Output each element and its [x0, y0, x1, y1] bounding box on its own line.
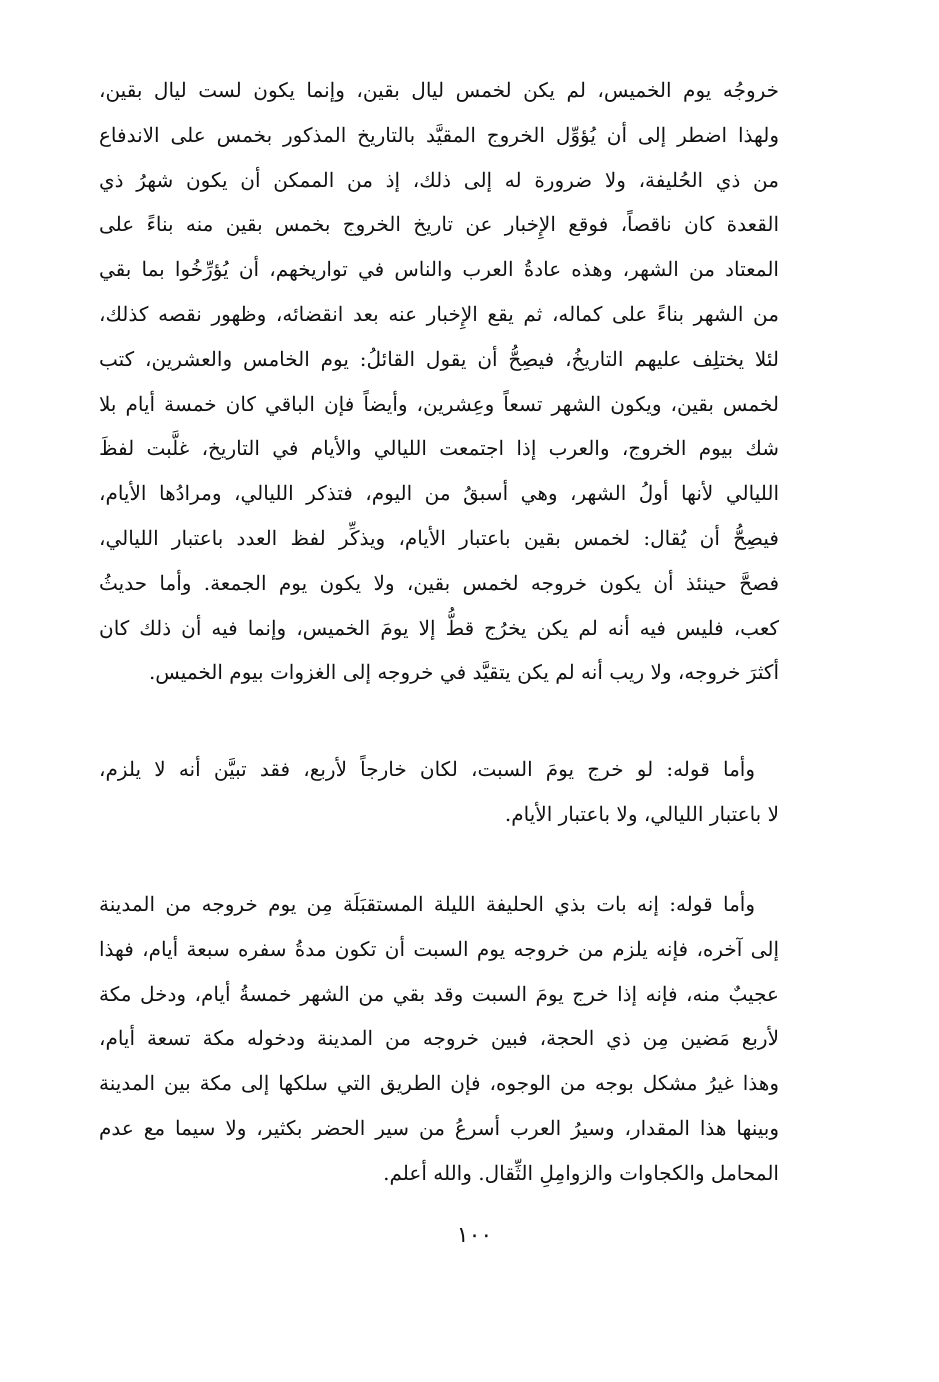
text-line: المحامل والكجاوات والزوامِلِ الثِّقال. والله أعلم.: [383, 1160, 779, 1185]
text-line: شك بيوم الخروج، والعرب إذا اجتمعت الليالي والأيام في التاريخ، غلَّبت لفظَ: [99, 436, 779, 461]
text-line: وأما قوله: إنه بات بذي الحليفة الليلة المستقبَلَة مِن يوم خروجه من المدينة: [99, 892, 755, 916]
text-line: عجيبٌ منه، فإنه إذا خرج يومَ السبت وقد بقي من الشهر خمسةُ أيام، ودخل مكة: [99, 981, 779, 1006]
text-line: وبينها هذا المقدار، وسيرُ العرب أسرعُ من سير الحضر بكثير، ولا سيما مع عدم: [99, 1115, 779, 1140]
text-line: لخمس بقين، ويكون الشهر تسعاً وعِشرين، وأيضاً فإن الباقي كان خمسة أيام بلا: [99, 391, 779, 416]
text-line: ولهذا اضطر إلى أن يُؤوِّل الخروج المقيَّد بالتاريخ المذكور بخمس على الاندفاع: [99, 122, 779, 147]
text-line: الليالي لأنها أولُ الشهر، وهي أسبقُ من اليوم، فتذكر الليالي، ومرادُها الأيام،: [99, 481, 779, 506]
text-line: وهذا غيرُ مشكل بوجه من الوجوه، فإن الطريق التي سلكها إلى مكة بين المدينة: [99, 1071, 779, 1096]
text-line: المعتاد من الشهر، وهذه عادةُ العرب والناس في تواريخهم، أن يُؤرِّخُوا بما بقي: [99, 257, 779, 282]
paragraph-3: [99, 882, 779, 1196]
text-line: لا باعتبار الليالي، ولا باعتبار الأيام.: [504, 801, 779, 826]
paragraph-1: [99, 68, 779, 695]
text-line: فيصِحُّ أن يُقال: لخمس بقين باعتبار الأيام، ويذكِّر لفظ العدد باعتبار الليالي،: [99, 525, 779, 550]
text-line: لأربع مَضين مِن ذي الحجة، فبين خروجه من المدينة ودخوله مكة تسعة أيام،: [99, 1026, 779, 1051]
text-line: أكثرَ خروجه، ولا ريب أنه لم يكن يتقيَّد في خروجه إلى الغزوات بيوم الخميس.: [148, 660, 779, 685]
text-line: وأما قوله: لو خرج يومَ السبت، لكان خارجاً لأربع، فقد تبيَّن أنه لا يلزم،: [99, 757, 755, 781]
text-line: خروجُه يوم الخميس، لم يكن لخمس ليال بقين، وإنما يكون لست ليال بقين،: [99, 78, 779, 102]
text-line: إلى آخره، فإنه يلزم من خروجه يوم السبت أن تكون مدةُ سفره سبعة أيام، فهذا: [99, 936, 779, 961]
text-line: من الشهر بناءً على كماله، ثم يقع الإِخبار عنه بعد انقضائه، وظهور نقصه كذلك،: [99, 301, 779, 326]
text-line: القعدة كان ناقصاً، فوقع الإِخبار عن تاريخ الخروج بخمس بقين منه بناءً على: [99, 212, 779, 237]
text-line: لئلا يختلِف عليهم التاريخُ، فيصِحُّ أن يقول القائلُ: يوم الخامس والعشرين، كتب: [99, 346, 779, 371]
paragraph-2: [99, 747, 779, 837]
text-line: فصحَّ حينئذ أن يكون خروجه لخمس بقين، ولا يكون يوم الجمعة. وأما حديثُ: [99, 570, 779, 595]
text-line: كعب، فليس فيه أنه لم يكن يخرُج قطُّ إلا يومَ الخميس، وإنما فيه أن ذلك كان: [99, 615, 779, 640]
page-number: ١٠٠: [456, 1223, 493, 1248]
text-line: من ذي الحُليفة، ولا ضرورة له إلى ذلك، إذ من الممكن أن يكون شهرُ ذي: [99, 167, 779, 192]
